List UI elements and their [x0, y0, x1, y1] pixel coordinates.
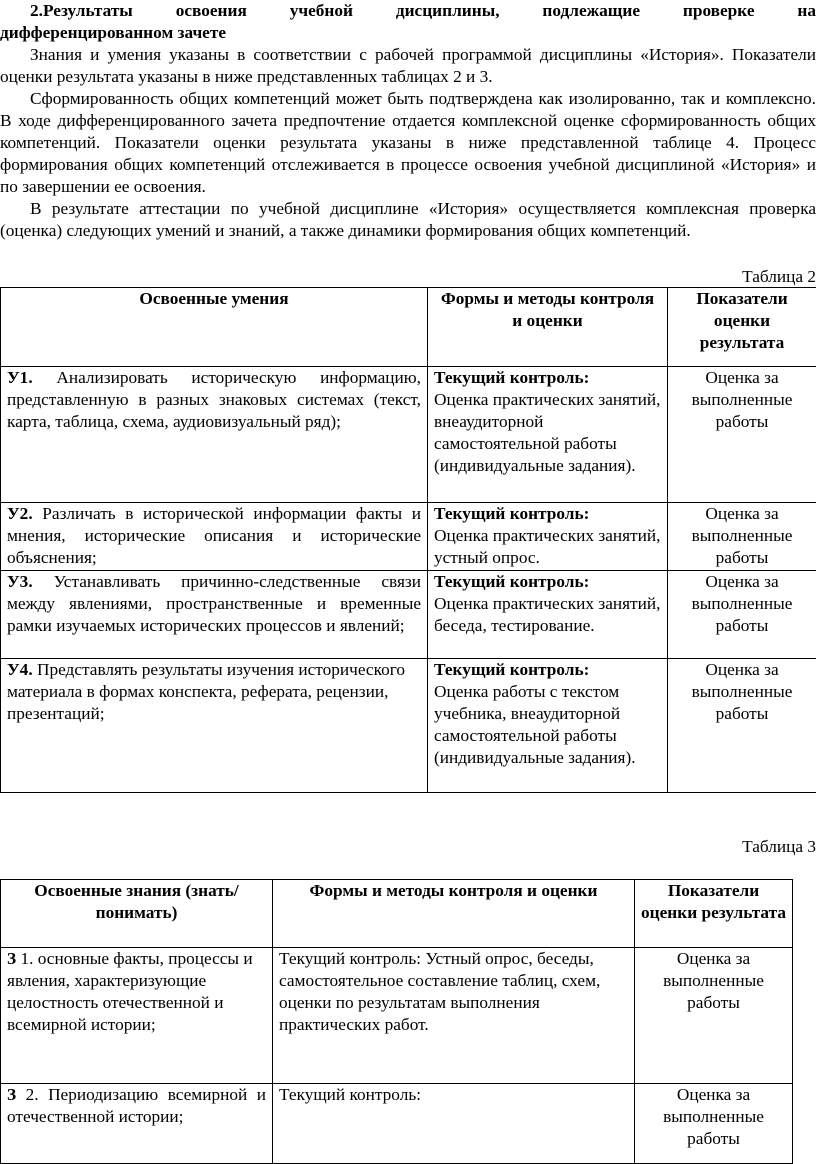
- table-2-caption-wrap: [0, 266, 816, 288]
- paragraph-1: Знания и умения указаны в соответствии с рабочей программой дисциплины «История». Показатели оценки результата указаны в ниже представленных таблицах 2 и 3.: [0, 44, 816, 88]
- section-heading-line-2: дифференцированном зачете: [0, 22, 816, 44]
- table-2-caption: Таблица 2: [0, 266, 816, 288]
- indicator-cell: Оценка за выполненные работы: [668, 503, 816, 571]
- skill-code: У1.: [7, 368, 33, 387]
- section-heading-line-1: 2.Результаты освоения учебной дисциплины, подлежащие проверке на: [0, 0, 816, 22]
- control-text: Оценка работы с текстом учебника, внеаудиторной самостоятельной работы (индивидуальные задания).: [434, 682, 636, 767]
- knowledge-code: З: [7, 1085, 16, 1104]
- control-title: Текущий контроль:: [434, 504, 589, 523]
- skill-cell: [1, 503, 428, 571]
- control-text: Оценка практических занятий, внеаудиторной самостоятельной работы (индивидуальные задания).: [434, 390, 660, 475]
- table-2-header-indicators: Показатели оценки результата: [668, 288, 816, 367]
- indicator-cell: Оценка за выполненные работы: [635, 948, 793, 1084]
- table-3-caption: Таблица 3: [0, 836, 816, 858]
- table-3: [0, 879, 793, 1164]
- skill-cell: [1, 571, 428, 659]
- paragraph-2: Сформированность общих компетенций может быть подтверждена как изолированно, так и комплексно. В ходе дифференцированного зачета предпочтение отдается комплексной оценке сформированность общих компетенций. Показатели оценки результата указаны в ниже представленной таблице 4. Процесс формирования общих компетенций отслеживается в процессе освоения учебной дисциплиной «История» и по завершении ее освоения.: [0, 88, 816, 198]
- control-text: Оценка практических занятий, устный опрос.: [434, 526, 660, 567]
- section-heading: [0, 0, 816, 44]
- table-3-header-row: [1, 880, 793, 948]
- table-row: [1, 367, 816, 503]
- skill-code: У3.: [7, 572, 33, 591]
- skill-text: Представлять результаты изучения исторического материала в формах конспекта, реферата, рецензии, презентаций;: [7, 660, 405, 723]
- table-row: [1, 1084, 793, 1164]
- control-title: Текущий контроль:: [434, 572, 589, 591]
- table-2-header-methods: Формы и методы контроля и оценки: [428, 288, 668, 367]
- control-title: Текущий контроль:: [434, 660, 589, 679]
- control-cell: [428, 503, 668, 571]
- skill-text: Анализировать историческую информацию, представленную в разных знаковых системах (текст, карта, таблица, схема, аудиовизуальный ряд);: [7, 368, 421, 431]
- table-row: [1, 571, 816, 659]
- knowledge-cell: [1, 948, 273, 1084]
- skill-code: У4.: [7, 660, 33, 679]
- table-2: [0, 287, 816, 793]
- control-cell: Текущий контроль:: [273, 1084, 635, 1164]
- control-text: Оценка практических занятий, беседа, тестирование.: [434, 594, 660, 635]
- control-title: Текущий контроль:: [434, 368, 589, 387]
- table-2-header-skills: Освоенные умения: [1, 288, 428, 367]
- indicator-cell: Оценка за выполненные работы: [668, 571, 816, 659]
- knowledge-text: 2. Периодизацию всемирной и отечественной истории;: [7, 1085, 266, 1126]
- document-page: [0, 0, 816, 242]
- table-3-header-methods: Формы и методы контроля и оценки: [273, 880, 635, 948]
- paragraph-3: В результате аттестации по учебной дисциплине «История» осуществляется комплексная проверка (оценка) следующих умений и знаний, а также динамики формирования общих компетенций.: [0, 198, 816, 242]
- skill-cell: [1, 659, 428, 793]
- control-cell: [428, 367, 668, 503]
- table-row: [1, 503, 816, 571]
- skill-cell: [1, 367, 428, 503]
- table-row: [1, 659, 816, 793]
- table-3-caption-wrap: [0, 836, 816, 858]
- control-cell: Текущий контроль: Устный опрос, беседы, самостоятельное составление таблиц, схем, оценки по результатам выполнения практических работ.: [273, 948, 635, 1084]
- skill-text: Устанавливать причинно-следственные связи между явлениями, пространственные и временные рамки изучаемых исторических процессов и явлений;: [7, 572, 421, 635]
- skill-text: Различать в исторической информации факты и мнения, исторические описания и исторические объяснения;: [7, 504, 421, 567]
- indicator-cell: Оценка за выполненные работы: [668, 659, 816, 793]
- control-cell: [428, 571, 668, 659]
- indicator-cell: Оценка за выполненные работы: [668, 367, 816, 503]
- control-cell: [428, 659, 668, 793]
- skill-code: У2.: [7, 504, 33, 523]
- knowledge-text: 1. основные факты, процессы и явления, характеризующие целостность отечественной и всемирной истории;: [7, 949, 253, 1034]
- knowledge-cell: [1, 1084, 273, 1164]
- table-2-header-row: [1, 288, 816, 367]
- table-3-header-indicators: Показатели оценки результата: [635, 880, 793, 948]
- knowledge-code: З: [7, 949, 16, 968]
- table-row: [1, 948, 793, 1084]
- indicator-cell: Оценка за выполненные работы: [635, 1084, 793, 1164]
- table-3-header-knowledge: Освоенные знания (знать/понимать): [1, 880, 273, 948]
